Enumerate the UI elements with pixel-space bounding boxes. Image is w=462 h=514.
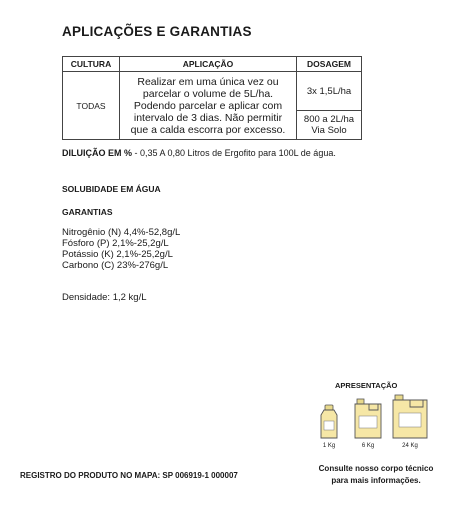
product-registry: REGISTRO DO PRODUTO NO MAPA: SP 006919-1 000007 bbox=[20, 471, 238, 480]
cell-cultura: TODAS bbox=[63, 72, 120, 140]
table-header-row bbox=[63, 57, 362, 72]
consult-line: Consulte nosso corpo técnico bbox=[318, 464, 434, 473]
consult-note bbox=[306, 463, 446, 487]
cell-dosagem-2 bbox=[297, 111, 362, 140]
dilution-line bbox=[62, 148, 336, 158]
application-table bbox=[62, 56, 362, 140]
aplicacao-line: parcelar o volume de 5L/ha. bbox=[142, 87, 274, 100]
solubility-heading: SOLUBIDADE EM ÁGUA bbox=[62, 184, 161, 194]
dilution-label: DILUIÇÃO EM % bbox=[62, 148, 135, 158]
dilution-text: - 0,35 A 0,80 Litros de Ergofito para 100L de água. bbox=[134, 148, 336, 158]
large-jerrycan-icon bbox=[390, 394, 430, 440]
package-label: 24 Kg bbox=[402, 443, 418, 449]
bottle-icon bbox=[318, 404, 340, 440]
consult-line: para mais informações. bbox=[331, 476, 421, 485]
header-dosagem: DOSAGEM bbox=[297, 57, 362, 72]
presentation-heading: APRESENTAÇÃO bbox=[335, 381, 398, 390]
dosagem-line: 800 a 2L/ha bbox=[303, 114, 355, 125]
guarantees-list bbox=[62, 227, 180, 271]
package-label: 1 Kg bbox=[322, 443, 336, 449]
list-item: Fósforo (P) 2,1%-25,2g/L bbox=[62, 238, 169, 249]
aplicacao-line: que a calda escorra por excesso. bbox=[130, 123, 286, 136]
dosagem-line: Via Solo bbox=[311, 125, 347, 136]
jerrycan-icon bbox=[352, 398, 384, 440]
cell-dosagem-1: 3x 1,5L/ha bbox=[297, 72, 362, 111]
list-item: Potássio (K) 2,1%-25,2g/L bbox=[62, 249, 173, 260]
header-cultura: CULTURA bbox=[63, 57, 120, 72]
page-title: APLICAÇÕES E GARANTIAS bbox=[62, 24, 252, 39]
list-item: Nitrogênio (N) 4,4%-52,8g/L bbox=[62, 227, 181, 238]
aplicacao-line: Realizar em uma única vez ou bbox=[137, 75, 279, 88]
aplicacao-line: intervalo de 3 dias. Não permitir bbox=[133, 111, 283, 124]
list-item: Carbono (C) 23%-276g/L bbox=[62, 260, 169, 271]
package-label: 6 Kg bbox=[361, 443, 375, 449]
header-aplicacao: APLICAÇÃO bbox=[120, 57, 297, 72]
cell-aplicacao bbox=[120, 72, 297, 140]
density-text: Densidade: 1,2 kg/L bbox=[62, 292, 147, 303]
aplicacao-line: Podendo parcelar e aplicar com bbox=[133, 99, 283, 112]
guarantees-heading: GARANTIAS bbox=[62, 207, 113, 217]
table-row bbox=[63, 72, 362, 111]
